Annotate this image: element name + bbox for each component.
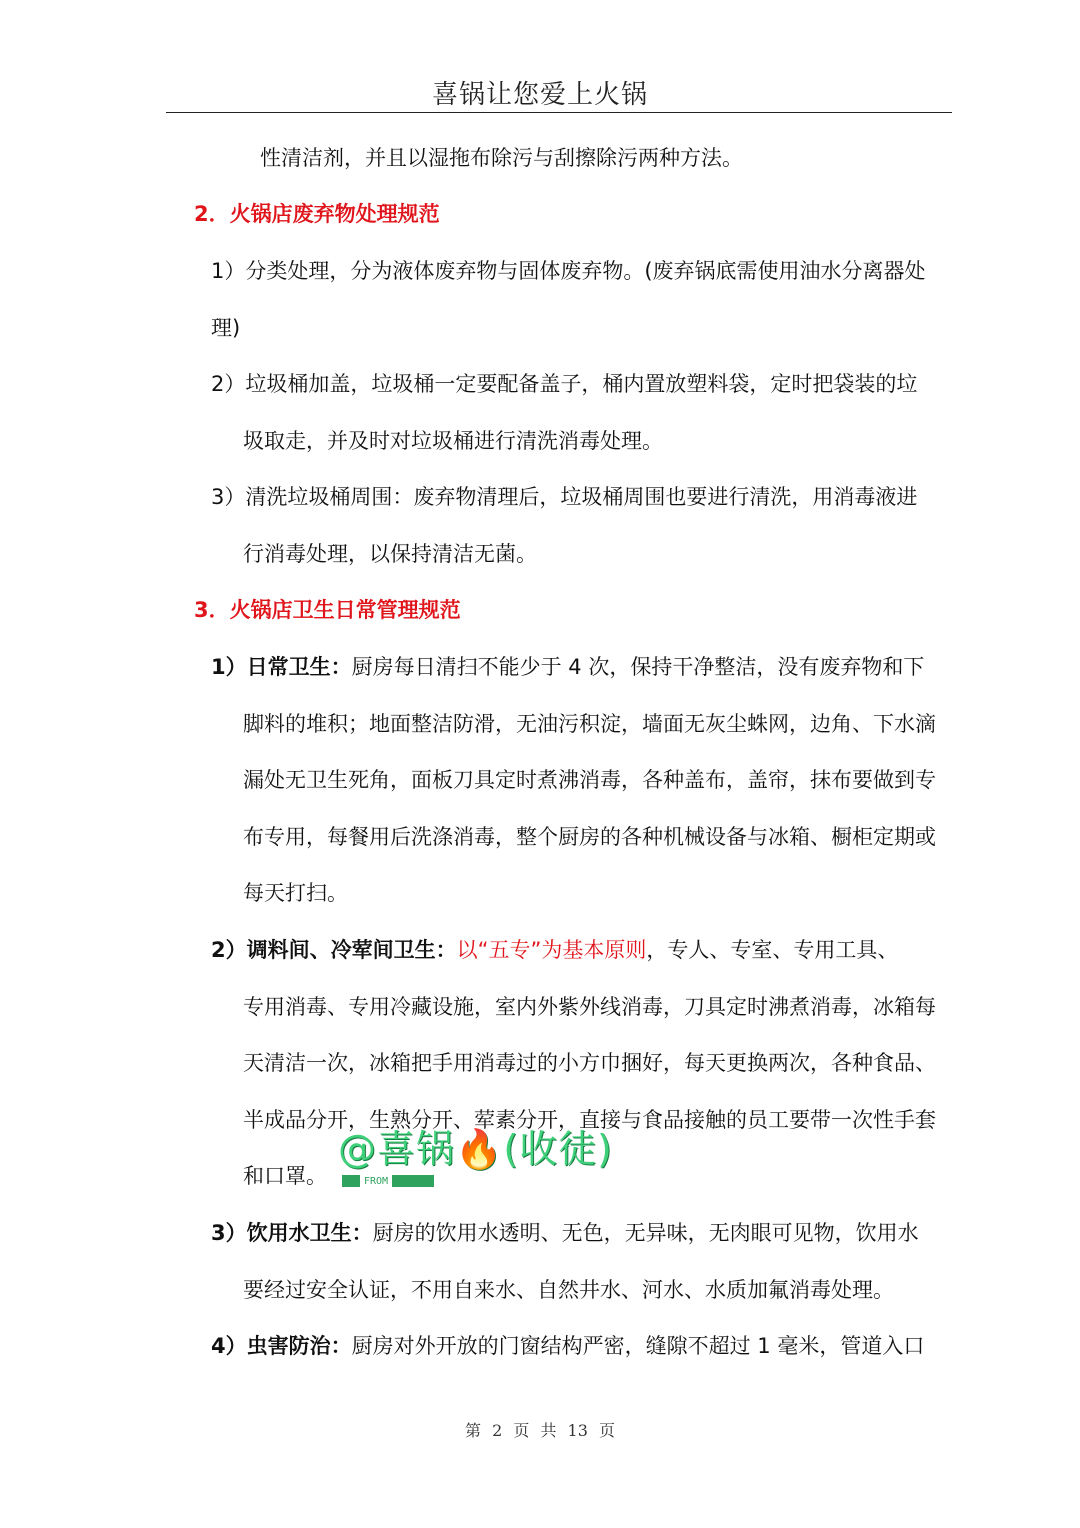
list-item-line: 每天打扫。 (243, 881, 348, 905)
watermark-brand-icon (392, 1175, 434, 1187)
item-label: 2）调料间、冷荤间卫生： (211, 938, 457, 962)
item-text: 厨房的饮用水透明、无色，无异味，无肉眼可见物，饮用水 (372, 1221, 919, 1245)
list-item-line (211, 651, 924, 683)
watermark-overlay (338, 1118, 638, 1196)
flame-icon: 🔥 (455, 1127, 504, 1171)
list-item-line: 要经过安全认证，不用自来水、自然井水、河水、水质加氟消毒处理。 (243, 1278, 894, 1302)
document-header-title: 喜锅让您爱上火锅 (431, 80, 648, 110)
list-item-line: 漏处无卫生死角，面板刀具定时煮沸消毒，各种盖布，盖帘，抹布要做到专 (243, 768, 936, 792)
list-item-line: 脚料的堆积；地面整洁防滑，无油污积淀，墙面无灰尘蛛网，边角、下水滴 (243, 712, 936, 736)
item-text: ，专人、专室、专用工具、 (646, 938, 899, 962)
list-item-line: 和口罩。 (243, 1164, 327, 1188)
watermark-from-label: FROM (364, 1175, 389, 1187)
header-divider (166, 112, 952, 113)
list-item-line (211, 934, 898, 966)
list-item-line (211, 1330, 924, 1362)
page-number: 第 2 页 共 13 页 (465, 1421, 615, 1440)
list-item-line (211, 1217, 919, 1249)
list-item-line: 半成品分开，生熟分开、荤素分开，直接与食品接触的员工要带一次性手套 (243, 1108, 936, 1132)
watermark-source (342, 1174, 434, 1188)
list-item-line: 行消毒处理，以保持清洁无菌。 (243, 542, 537, 566)
list-item-line: 理) (211, 316, 241, 340)
paragraph-line: 性清洁剂，并且以湿拖布除污与刮擦除污两种方法。 (260, 146, 743, 170)
item-highlight: 以“五专”为基本原则 (456, 938, 647, 962)
list-item-line: 3）清洗垃圾桶周围：废弃物清理后，垃圾桶周围也要进行清洗，用消毒液进 (211, 485, 918, 509)
watermark-handle: @喜锅 (338, 1127, 456, 1171)
watermark-logo-icon (342, 1175, 360, 1187)
list-item-line: 布专用，每餐用后洗涤消毒，整个厨房的各种机械设备与冰箱、橱柜定期或 (243, 825, 936, 849)
list-item-line: 1）分类处理，分为液体废弃物与固体废弃物。(废弃锅底需使用油水分离器处 (211, 259, 926, 283)
section-heading-waste: 2．火锅店废弃物处理规范 (194, 202, 440, 226)
list-item-line: 天清洁一次，冰箱把手用消毒过的小方巾捆好，每天更换两次，各种食品、 (243, 1051, 936, 1075)
list-item-line: 专用消毒、专用冷藏设施，室内外紫外线消毒，刀具定时沸煮消毒，冰箱每 (243, 995, 936, 1019)
watermark-text (338, 1118, 613, 1173)
list-item-line: 圾取走，并及时对垃圾桶进行清洗消毒处理。 (243, 429, 663, 453)
watermark-suffix: (收徒) (503, 1127, 613, 1171)
item-text: 厨房每日清扫不能少于 4 次，保持干净整洁，没有废弃物和下 (351, 655, 925, 679)
item-label: 3）饮用水卫生： (211, 1221, 373, 1245)
list-item-line: 2）垃圾桶加盖，垃圾桶一定要配备盖子，桶内置放塑料袋，定时把袋装的垃 (211, 372, 918, 396)
item-label: 4）虫害防治： (211, 1334, 352, 1358)
section-heading-daily-hygiene: 3．火锅店卫生日常管理规范 (194, 598, 461, 622)
item-text: 厨房对外开放的门窗结构严密，缝隙不超过 1 毫米，管道入口 (351, 1334, 925, 1358)
item-label: 1）日常卫生： (211, 655, 352, 679)
